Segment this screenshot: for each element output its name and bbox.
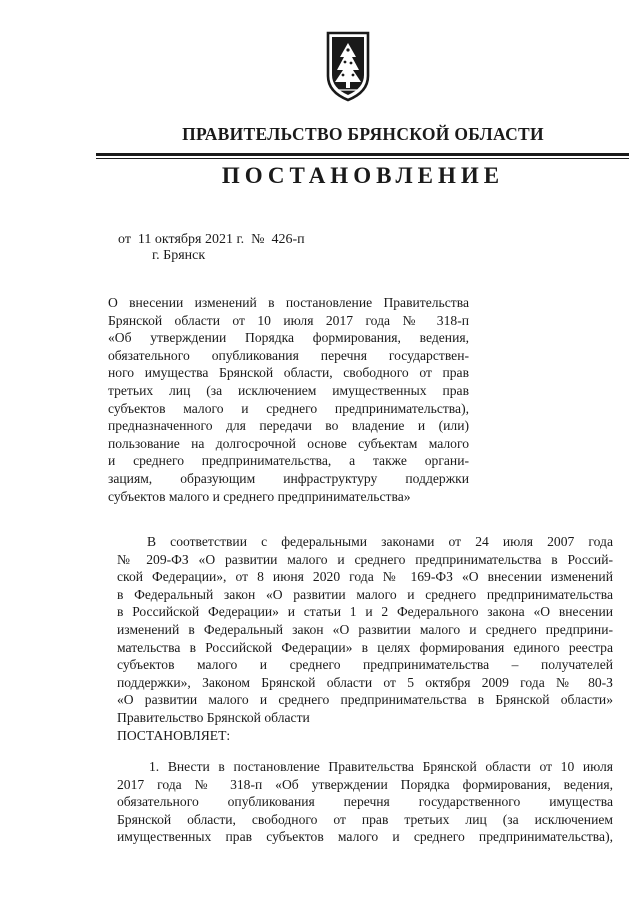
preamble-line: в Российской Федерации» и статьи 1 и 2 Федерального закона «О внесении: [117, 604, 613, 620]
preamble-paragraph: [117, 533, 613, 744]
preamble-line: в Федеральный закон «О развитии малого и среднего предпринимательства: [117, 586, 613, 602]
preamble-line: мательства в Российской Федерации» в целях формирования единого реестра: [117, 639, 613, 655]
subject-line: субъектов малого и среднего предпринимательства»: [108, 488, 411, 504]
preamble-line: «О развитии малого и среднего предпринимательства в Брянской области»: [117, 692, 613, 708]
subject-line: и среднего предпринимательства, а также органи-: [108, 453, 469, 469]
preamble-line: поддержки», Законом Брянской области от 5 октября 2009 года № 80-З: [117, 674, 613, 690]
resolution-keyword: ПОСТАНОВЛЯЕТ:: [117, 727, 231, 743]
item-1-line: имущественных прав субъектов малого и среднего предпринимательства),: [117, 829, 613, 845]
item-1-paragraph: [117, 758, 613, 846]
subject-line: Брянской области от 10 июля 2017 года № 318-п: [108, 312, 469, 328]
preamble-line: № 209-ФЗ «О развитии малого и среднего предпринимательства в Россий-: [117, 551, 613, 567]
subject-line: пользование на долгосрочной основе субъектам малого: [108, 435, 469, 451]
subject-line: О внесении изменений в постановление Правительства: [108, 295, 469, 310]
preamble-line: субъектов малого и среднего предпринимательства – получателей: [117, 657, 613, 673]
subject-line: предназначенного для передачи во владение и (или): [108, 418, 469, 434]
subject-line: третьих лиц (за исключением имущественных прав: [108, 382, 469, 398]
preamble-line: В соответствии с федеральными законами от 24 июля 2007 года: [147, 534, 613, 549]
item-1-line: 2017 года № 318-п «Об утверждении Порядка формирования, ведения,: [117, 776, 613, 792]
subject-line: ного имущества Брянской области, свободного от прав: [108, 365, 469, 381]
government-name-heading: ПРАВИТЕЛЬСТВО БРЯНСКОЙ ОБЛАСТИ: [182, 124, 544, 144]
preamble-line: Правительство Брянской области: [117, 709, 310, 725]
preamble-line: ской Федерации», от 8 июня 2020 года № 169-ФЗ «О внесении изменений: [117, 569, 613, 585]
document-subject: [108, 294, 469, 505]
item-1-line: обязательного опубликования перечня государственного имущества: [117, 794, 613, 810]
subject-line: зациям, образующим инфраструктуру поддержки: [108, 470, 469, 486]
item-1-line: Брянской области, свободного от прав третьих лиц (за исключением: [117, 811, 613, 827]
preamble-line: изменений в Федеральный закон «О развитии малого и среднего предприни-: [117, 621, 613, 637]
header-divider-thin: [96, 158, 629, 159]
subject-line: субъектов малого и среднего предпринимательства),: [108, 400, 469, 416]
subject-line: «Об утверждении Порядка формирования, ведения,: [108, 330, 469, 346]
document-date-number: от 11 октября 2021 г. № 426-п: [118, 232, 305, 247]
coat-of-arms-emblem: [322, 30, 374, 102]
document-city: г. Брянск: [152, 248, 206, 263]
subject-line: обязательного опубликования перечня государствен-: [108, 347, 469, 363]
document-type-heading: ПОСТАНОВЛЕНИЕ: [221, 163, 505, 188]
item-1-line: 1. Внести в постановление Правительства Брянской области от 10 июля: [149, 759, 613, 774]
header-divider-thick: [96, 153, 629, 156]
